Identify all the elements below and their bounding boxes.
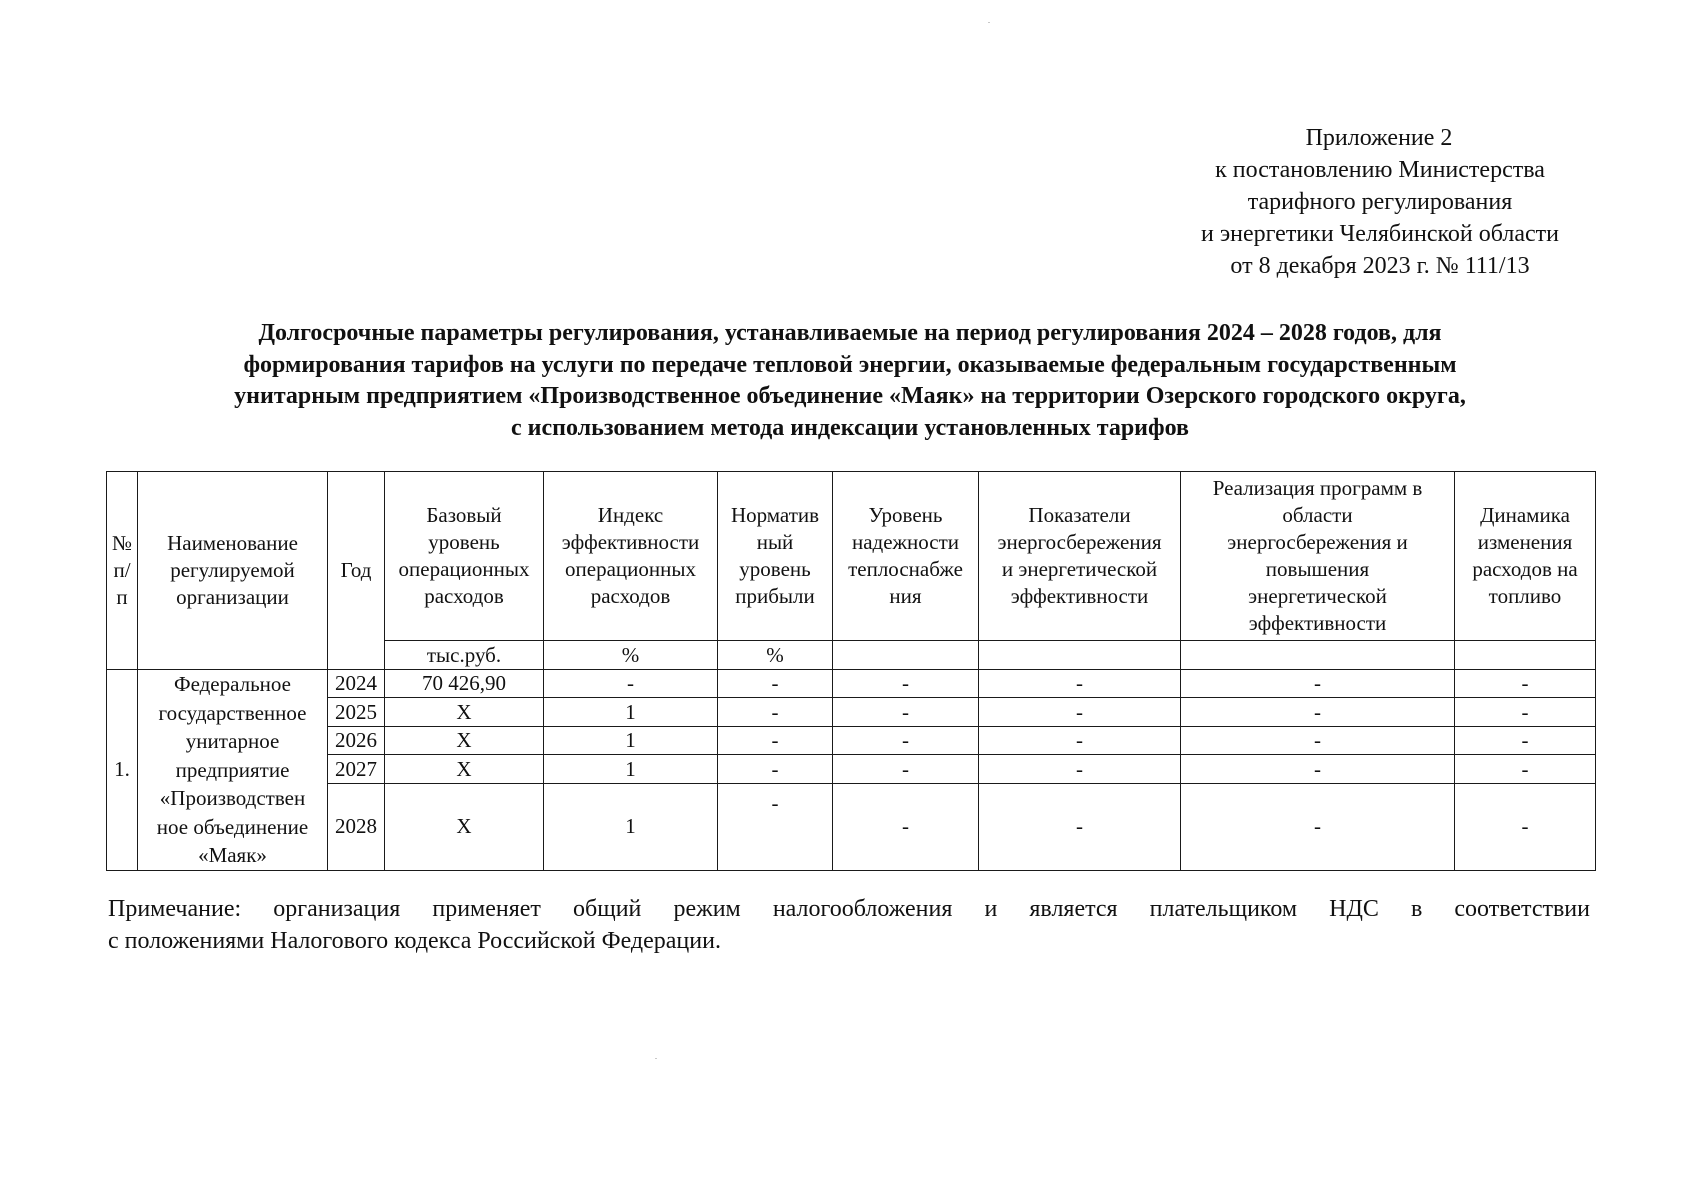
note-paragraph (108, 893, 1590, 957)
header-energy-indicators (979, 472, 1181, 641)
table-row (107, 670, 1596, 698)
cell-programs: - (1181, 670, 1455, 698)
cell-energy: - (979, 755, 1181, 783)
header-text: Норматив (730, 503, 820, 527)
unit-empty (1455, 641, 1596, 670)
cell-profit: - (718, 755, 833, 783)
header-row (107, 472, 1596, 641)
appendix-line: Приложение 2 (1305, 125, 1453, 151)
unit-base: тыс.руб. (385, 641, 544, 670)
header-text: области (1282, 503, 1353, 527)
cell-fuel: - (1455, 670, 1596, 698)
header-text: Показатели (1028, 503, 1131, 527)
unit-empty (833, 641, 979, 670)
appendix-line: и энергетики Челябинской области (1201, 221, 1559, 247)
header-text: эффективности (1248, 611, 1387, 635)
header-text: Индекс (597, 503, 664, 527)
cell-profit: - (718, 726, 833, 754)
header-text: расходов (424, 584, 504, 608)
scan-speck (988, 22, 990, 23)
appendix-line: от 8 декабря 2023 г. № 111/13 (1230, 253, 1530, 279)
title-line: Долгосрочные параметры регулирования, устанавливаемые на период регулирования 2024 – 2028 годов, для (258, 320, 1442, 346)
cell-base: X (385, 698, 544, 726)
cell-energy: - (979, 726, 1181, 754)
cell-reliability: - (833, 726, 979, 754)
header-efficiency-index (544, 472, 718, 641)
cell-energy: - (979, 670, 1181, 698)
scan-speck (655, 1058, 657, 1059)
cell-programs: - (1181, 783, 1455, 870)
cell-energy: - (979, 698, 1181, 726)
org-line: унитарное (185, 729, 280, 753)
header-text: Уровень (868, 503, 943, 527)
header-text: надежности (851, 530, 960, 554)
cell-index: 1 (544, 726, 718, 754)
cell-profit: - (718, 698, 833, 726)
header-text: изменения (1477, 530, 1573, 554)
unit-empty (1181, 641, 1455, 670)
header-text: ния (889, 584, 922, 608)
cell-base: X (385, 783, 544, 870)
cell-index: - (544, 670, 718, 698)
header-text: Наименование (167, 531, 298, 555)
note-line: Примечание: организация применяет общий режим налогообложения и является плательщиком НДС в соответствии (108, 896, 1590, 922)
cell-year: 2026 (328, 726, 385, 754)
header-text: повышения (1265, 557, 1370, 581)
cell-fuel: - (1455, 698, 1596, 726)
cell-index: 1 (544, 783, 718, 870)
header-text: прибыли (735, 584, 815, 608)
org-line: «Производствен (159, 786, 306, 810)
cell-index: 1 (544, 698, 718, 726)
table-row (107, 726, 1596, 754)
unit-profit: % (718, 641, 833, 670)
header-text: операционных (398, 557, 530, 581)
table-row (107, 755, 1596, 783)
header-text: уровень (428, 530, 500, 554)
note-line: с положениями Налогового кодекса Российской Федерации. (108, 928, 721, 954)
cell-programs: - (1181, 698, 1455, 726)
appendix-heading (1120, 122, 1640, 282)
header-text: ный (756, 530, 794, 554)
header-text: Динамика (1480, 503, 1570, 527)
header-base-level (385, 472, 544, 641)
cell-base: X (385, 755, 544, 783)
header-text: энергосбережения (997, 530, 1162, 554)
header-text: топливо (1488, 584, 1562, 608)
cell-reliability: - (833, 783, 979, 870)
row-number: 1. (107, 670, 138, 871)
header-text: и энергетической (1001, 557, 1158, 581)
header-organization (138, 472, 328, 670)
cell-fuel: - (1455, 755, 1596, 783)
title-line: унитарным предприятием «Производственное объединение «Маяк» на территории Озерского городского округа, (234, 383, 1466, 409)
header-text: Реализация программ в (1212, 476, 1423, 500)
header-text: теплоснабже (848, 557, 963, 581)
parameters-table (106, 471, 1596, 871)
title-line: формирования тарифов на услуги по передаче тепловой энергии, оказываемые федеральным государственным (243, 351, 1457, 378)
cell-reliability: - (833, 755, 979, 783)
header-text: расходов (590, 584, 671, 608)
unit-empty (979, 641, 1181, 670)
header-fuel-dynamics (1455, 472, 1596, 641)
header-profit-level (718, 472, 833, 641)
table-row (107, 698, 1596, 726)
table-row (107, 783, 1596, 870)
cell-profit: - (718, 670, 833, 698)
cell-reliability: - (833, 698, 979, 726)
header-text: Базовый (426, 503, 502, 527)
header-text: организации (176, 585, 289, 609)
header-text: эффективности (1010, 584, 1149, 608)
cell-year: 2025 (328, 698, 385, 726)
header-text: энергетической (1248, 584, 1387, 608)
title-line: с использованием метода индексации установленных тарифов (511, 414, 1189, 441)
cell-fuel: - (1455, 726, 1596, 754)
cell-programs: - (1181, 726, 1455, 754)
header-text: Год (340, 558, 372, 582)
cell-programs: - (1181, 755, 1455, 783)
header-text: операционных (565, 557, 696, 581)
org-line: государственное (158, 700, 307, 725)
cell-base: X (385, 726, 544, 754)
unit-index: % (544, 641, 718, 670)
header-text: № (111, 531, 133, 555)
document-title (100, 318, 1600, 444)
appendix-line: к постановлению Министерства (1215, 157, 1545, 183)
cell-index: 1 (544, 755, 718, 783)
header-num (107, 472, 138, 670)
header-text: п (116, 585, 128, 609)
cell-energy: - (979, 783, 1181, 870)
cell-profit: - (718, 783, 833, 870)
header-text: регулируемой (170, 558, 295, 582)
org-line: Федеральное (173, 672, 292, 696)
cell-reliability: - (833, 670, 979, 698)
cell-base: 70 426,90 (385, 670, 544, 698)
header-text: энергосбережения и (1227, 530, 1408, 554)
header-text: уровень (739, 557, 811, 581)
appendix-line: тарифного регулирования (1247, 189, 1513, 215)
cell-year: 2024 (328, 670, 385, 698)
header-programs (1181, 472, 1455, 641)
header-text: эффективности (561, 530, 700, 554)
header-text: п/ (113, 558, 131, 582)
header-text: расходов на (1472, 557, 1578, 581)
org-line: «Маяк» (198, 843, 267, 867)
cell-fuel: - (1455, 783, 1596, 870)
header-reliability (833, 472, 979, 641)
org-line: предприятие (175, 757, 290, 782)
cell-year: 2028 (328, 783, 385, 870)
org-line: ное объединение (156, 814, 309, 839)
cell-year: 2027 (328, 755, 385, 783)
organization-name (138, 670, 328, 871)
header-year (328, 472, 385, 670)
